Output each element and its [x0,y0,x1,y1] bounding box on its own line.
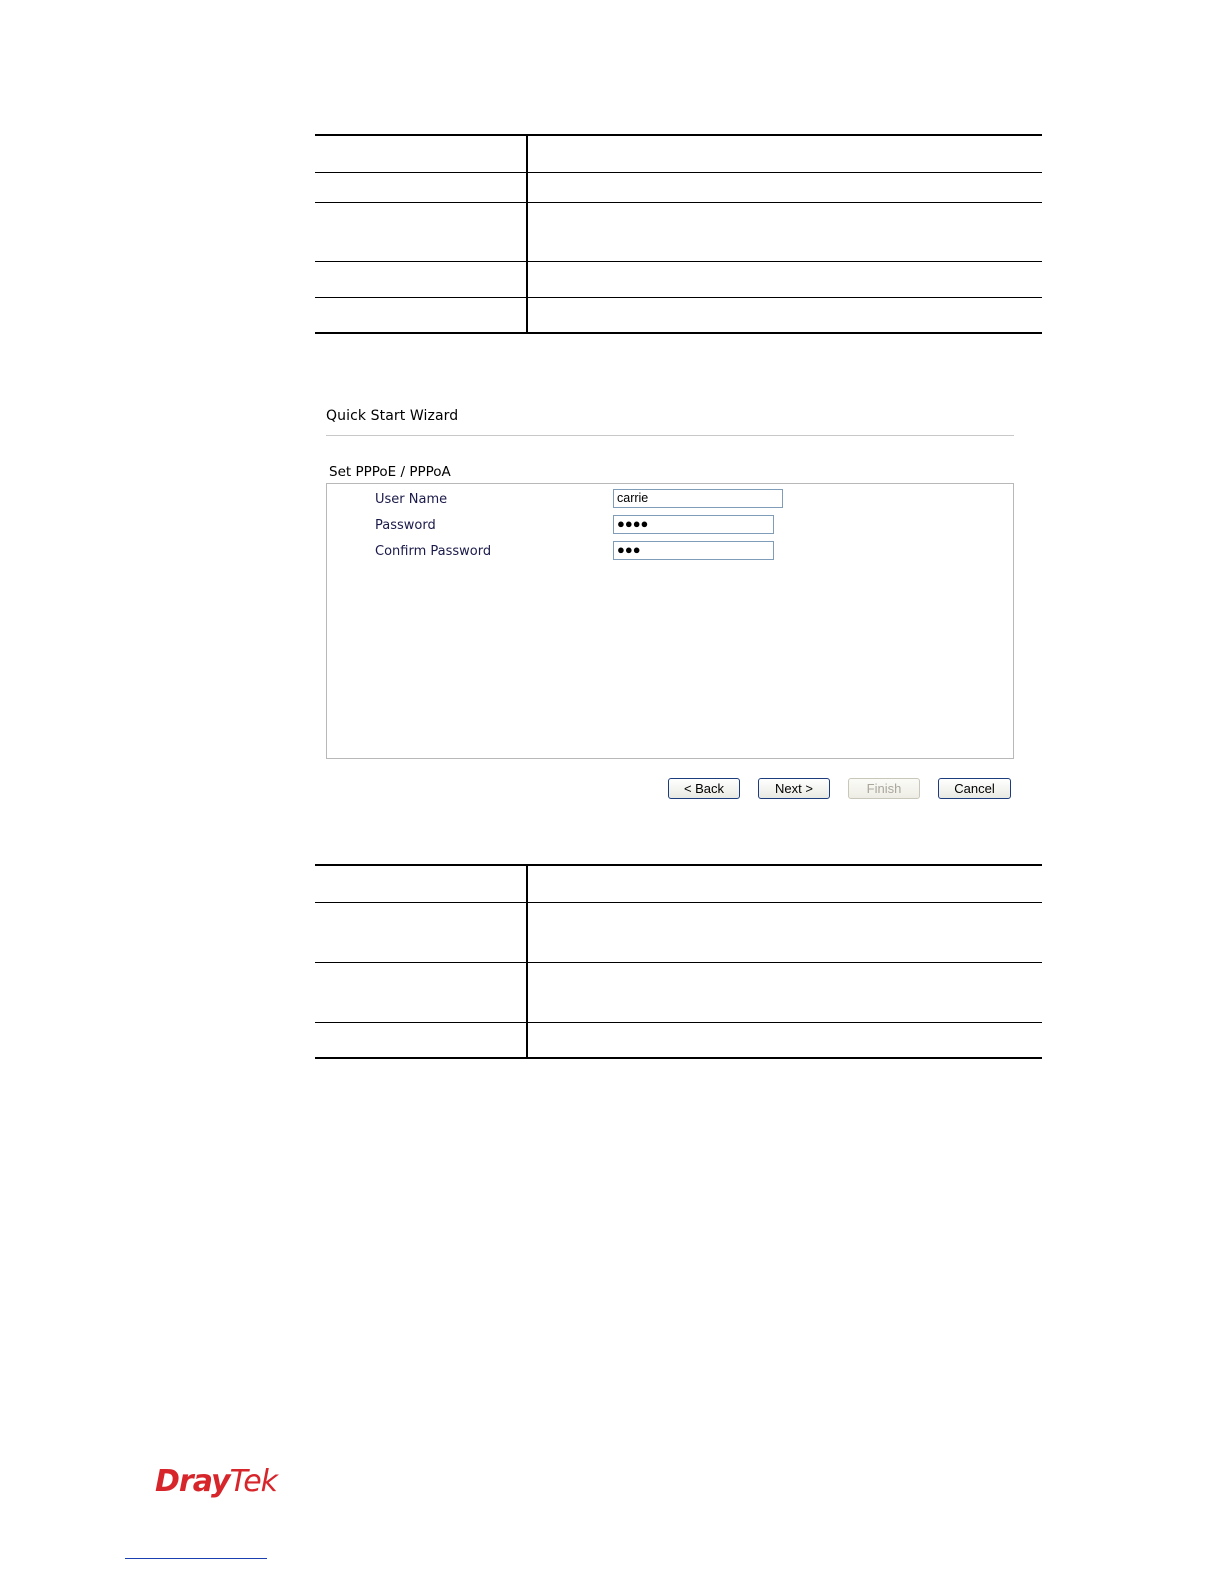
table-cell [527,172,1042,202]
password-input[interactable]: ●●●● [613,515,774,534]
password-label: Password [375,518,436,533]
draytek-logo: DrayTek [155,1464,278,1499]
table-cell [315,865,527,902]
table-cell [315,202,527,261]
table-cell [527,202,1042,261]
wizard-title: Quick Start Wizard [326,408,459,424]
table-cell [527,135,1042,172]
table-cell [315,962,527,1022]
table-cell [315,172,527,202]
table-cell [315,902,527,962]
finish-button: Finish [848,778,920,799]
next-button[interactable]: Next > [758,778,830,799]
table-cell [315,1022,527,1058]
table-cell [315,261,527,297]
table-cell [527,1022,1042,1058]
table-cell [527,261,1042,297]
back-button[interactable]: < Back [668,778,740,799]
top-reference-table [315,134,1042,334]
table-cell [527,297,1042,333]
table-cell [315,297,527,333]
cancel-button[interactable]: Cancel [938,778,1011,799]
table-cell [527,865,1042,902]
table-cell [527,962,1042,1022]
confirm-password-input[interactable]: ●●● [613,541,774,560]
table-cell [315,135,527,172]
user-name-input[interactable]: carrie [613,489,783,508]
title-divider [326,435,1014,436]
footer-link-underline [125,1558,267,1559]
table-cell [527,902,1042,962]
section-title: Set PPPoE / PPPoA [329,464,451,480]
confirm-password-label: Confirm Password [375,544,492,559]
user-name-label: User Name [375,492,448,507]
bottom-reference-table [315,864,1042,1059]
